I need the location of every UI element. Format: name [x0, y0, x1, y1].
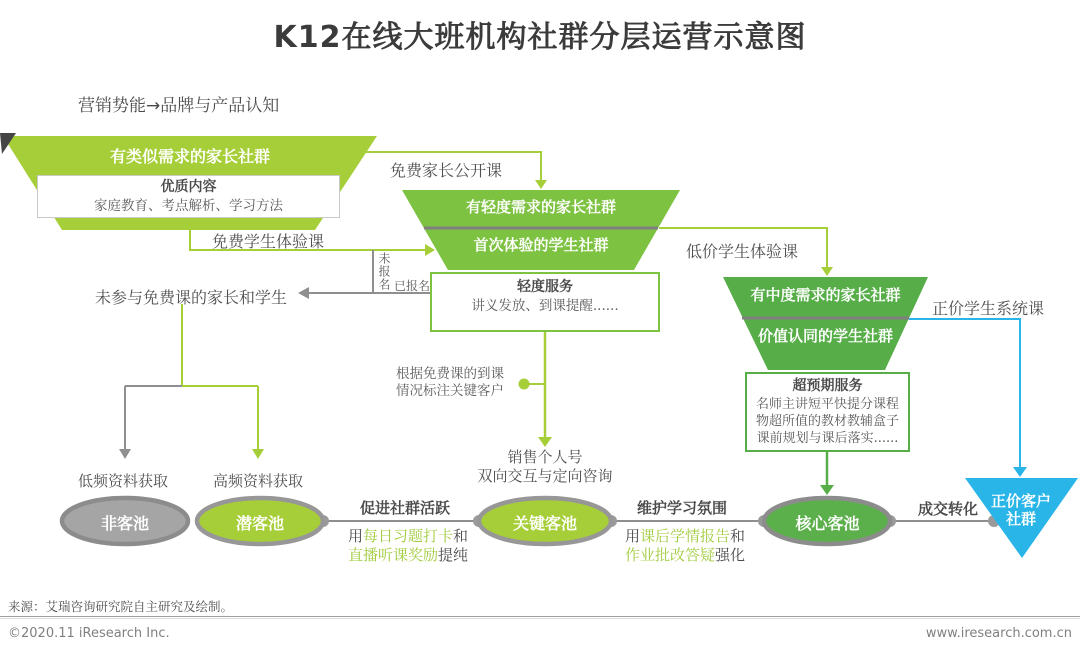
funnel3-top-label: 有中度需求的家长社群 [750, 286, 901, 304]
funnel3-box-line: 课前规划与课后落实...... [756, 431, 899, 446]
label-mark-key-customers [396, 366, 504, 400]
funnel1-box-title: 优质内容 [160, 179, 217, 195]
note-highlight: 课后学情报告 [640, 527, 731, 545]
note-highlight: 每日习题打卡 [363, 527, 454, 545]
page-title: K12在线大班机构社群分层运营示意图 [273, 20, 807, 55]
pool-non-customer-label: 非客池 [100, 514, 149, 533]
funnel2-box-body: 讲义发放、到课提醒...... [471, 298, 619, 314]
edge-maintain-title: 维护学习氛围 [637, 499, 728, 517]
mark-key-dot [519, 379, 530, 390]
funnel2-top-label: 有轻度需求的家长社群 [465, 198, 616, 216]
arrow-down-icon [538, 437, 552, 447]
sales-line2: 双向交互与定向咨询 [477, 467, 613, 485]
funnel3-box-line: 物超所值的教材教辅盒子 [755, 414, 899, 429]
promote-note-line1 [348, 527, 468, 546]
label-parent-open-class: 免费家长公开课 [390, 161, 503, 180]
note-highlight: 作业批改答疑 [625, 546, 716, 564]
source-note: 来源：艾瑞咨询研究院自主研究及绘制。 [8, 599, 234, 614]
arrow-left-icon [298, 287, 309, 299]
maintain-note-line1 [625, 527, 745, 546]
funnel1-content-box [37, 175, 340, 218]
funnel2-content-box [430, 272, 660, 332]
arrow-down-icon [820, 485, 834, 495]
mark-key-line2: 情况标注关键客户 [396, 383, 504, 399]
arrow-down-icon [119, 449, 131, 459]
copyright: ©2020.11 iResearch Inc. [8, 626, 170, 641]
funnel3-content-box [745, 372, 910, 452]
edge-promote-title: 促进社群活跃 [360, 499, 451, 517]
subtitle: 营销势能→品牌与产品认知 [78, 96, 280, 116]
maintain-note-line2 [625, 546, 745, 565]
label-registered: 已报名 [394, 279, 431, 293]
paid-line1: 正价客户 [990, 492, 1051, 510]
arrow-down-icon [1013, 467, 1027, 477]
note-text: 提纯 [438, 546, 469, 564]
label-not-registered: 未报名 [377, 252, 391, 291]
label-deal-conversion: 成交转化 [918, 500, 979, 518]
label-non-participants: 未参与免费课的家长和学生 [95, 288, 288, 307]
note-text: 和 [730, 527, 746, 545]
funnel1-label: 有类似需求的家长社群 [109, 147, 270, 166]
edge-maintain-note [625, 527, 745, 565]
edge-promote-note [348, 527, 468, 565]
footer-divider [0, 616, 1080, 617]
footer-divider-shadow [0, 618, 1080, 619]
label-high-freq: 高频资料获取 [213, 472, 304, 490]
label-low-freq: 低频资料获取 [78, 472, 169, 490]
funnel3-box-title: 超预期服务 [792, 378, 863, 394]
arrow-down-icon [535, 180, 547, 189]
website: www.iresearch.com.cn [925, 626, 1072, 641]
connector-full-price-line [909, 319, 1020, 468]
funnel2-box-title: 轻度服务 [517, 279, 573, 295]
label-low-price-trial: 低价学生体验课 [686, 242, 799, 261]
label-sales-account [445, 448, 645, 486]
promote-note-line2 [348, 546, 468, 565]
label-full-price-course: 正价学生系统课 [932, 299, 1045, 318]
label-free-student-trial: 免费学生体验课 [212, 232, 325, 251]
pool-core-label: 核心客池 [795, 514, 860, 533]
mark-key-line1: 根据免费课的到课 [396, 366, 504, 382]
note-highlight: 直播听课奖励 [348, 546, 439, 564]
note-text: 强化 [715, 546, 746, 564]
funnel3-box-line: 名师主讲短平快提分课程 [755, 397, 899, 412]
arrow-down-icon [252, 449, 264, 459]
sales-line1: 销售个人号 [507, 448, 583, 466]
note-text: 用 [348, 527, 364, 545]
note-text: 和 [453, 527, 469, 545]
funnel2-bottom-label: 首次体验的学生社群 [473, 236, 609, 254]
pool-potential-label: 潜客池 [235, 514, 284, 533]
paid-line2: 社群 [1005, 510, 1036, 528]
pool-key-label: 关键客池 [512, 514, 577, 533]
funnel1-box-body: 家庭教育、考点解析、学习方法 [94, 198, 283, 214]
note-text: 用 [625, 527, 641, 545]
arrow-down-icon [821, 267, 833, 276]
funnel3-bottom-label: 价值认同的学生社群 [757, 327, 893, 345]
paid-community-label [966, 492, 1076, 528]
